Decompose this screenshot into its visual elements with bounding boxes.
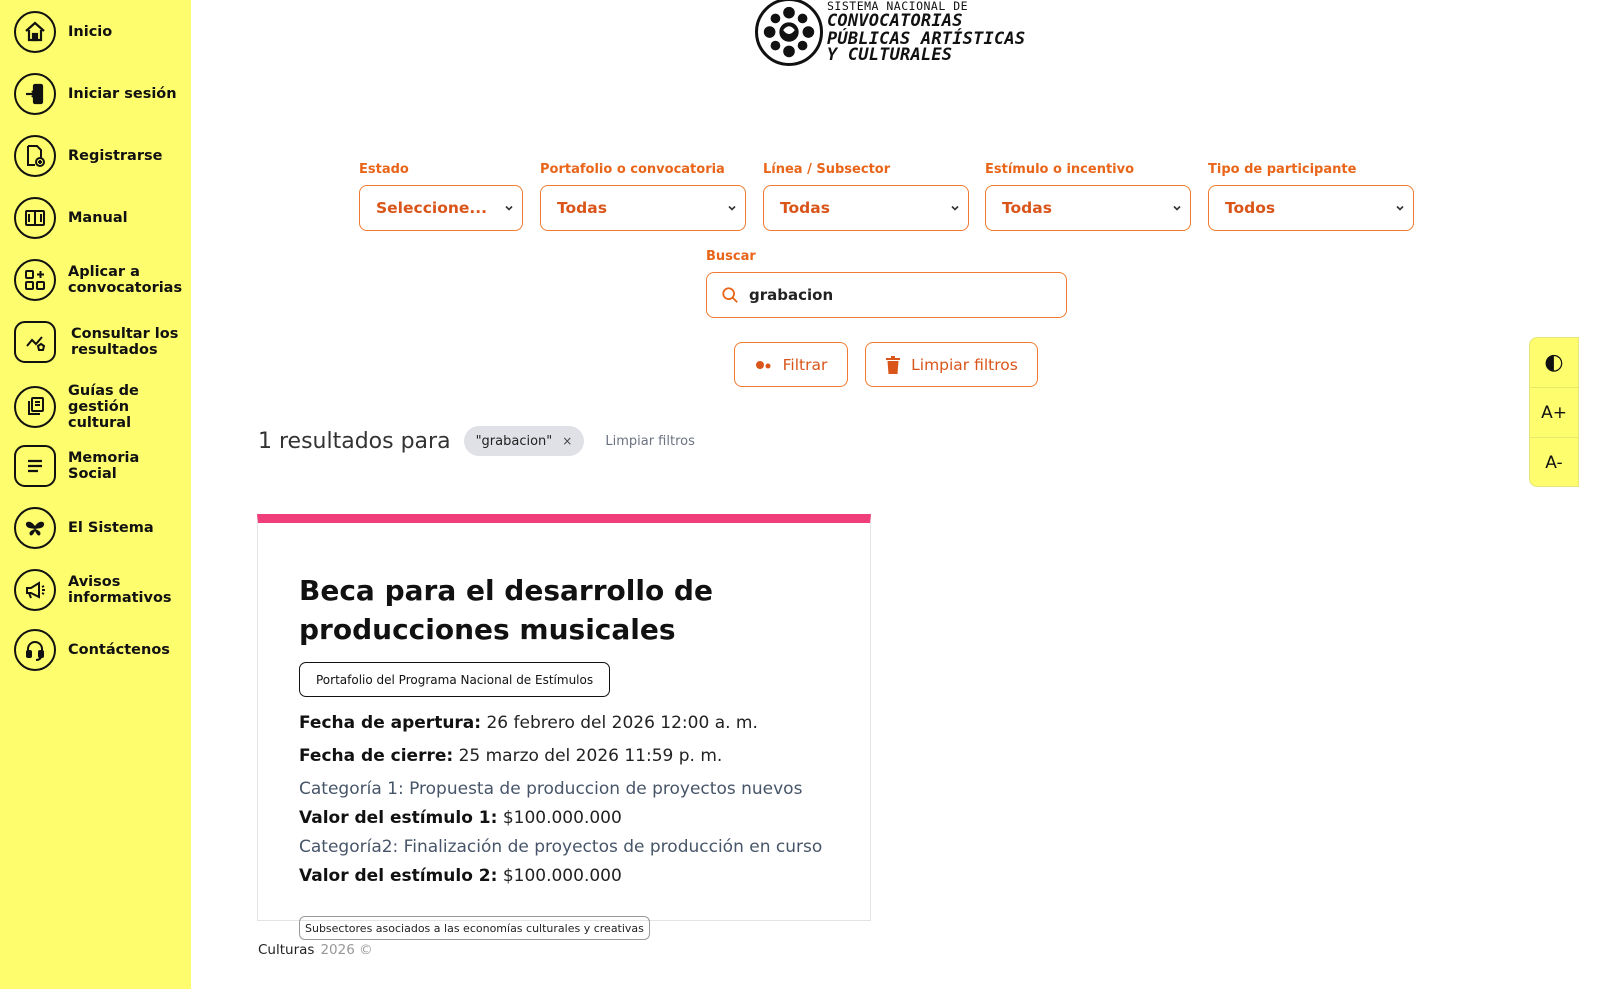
chevron-down-icon (1172, 203, 1182, 213)
sidebar-item-registrarse[interactable] (14, 135, 162, 177)
increase-font-button[interactable]: A+ (1530, 388, 1578, 438)
logo-text (827, 0, 1026, 65)
results-summary (258, 426, 695, 456)
filter-estimulo (985, 162, 1191, 231)
search-input[interactable] (749, 286, 1029, 304)
contrast-icon: ◐ (1544, 350, 1564, 375)
stimulus-value-2-amount: $100.000.000 (502, 866, 622, 886)
tipo-select[interactable] (1208, 185, 1414, 231)
portafolio-select-value: Todas (557, 199, 607, 217)
category-2: Categoría2: Finalización de proyectos de producción en curso (299, 837, 823, 857)
filter-portafolio-label: Portafolio o convocatoria (540, 162, 725, 177)
filter-estimulo-label: Estímulo o incentivo (985, 162, 1135, 177)
card-title[interactable]: Beca para el desarrollo de producciones musicales (299, 574, 713, 646)
footer (258, 942, 373, 958)
estado-select-value: Seleccione... (376, 199, 488, 217)
login-icon (14, 73, 56, 115)
filter-portafolio (540, 162, 746, 231)
sidebar-item-label: Avisos informativos (68, 574, 172, 606)
butterfly-icon (14, 507, 56, 549)
chip-label: "grabacion" (475, 433, 553, 449)
opening-date (299, 713, 758, 733)
search-field[interactable] (706, 272, 1067, 318)
sidebar-item-guias[interactable] (14, 383, 191, 431)
contrast-toggle[interactable] (1530, 338, 1578, 388)
chip-close-icon[interactable]: × (562, 434, 573, 448)
sidebar-item-avisos[interactable] (14, 569, 191, 611)
sidebar-item-label: Contáctenos (68, 642, 170, 658)
opening-date-label: Fecha de apertura: (299, 713, 482, 733)
closing-date-label: Fecha de cierre: (299, 746, 454, 766)
footer-brand: Culturas (258, 942, 315, 958)
closing-date (299, 746, 722, 766)
subsector-tag: Subsectores asociados a las economías culturales y creativas (299, 916, 650, 940)
estado-select[interactable] (359, 185, 523, 231)
clear-filters-button-label: Limpiar filtros (911, 355, 1018, 374)
stimulus-value-1 (299, 808, 622, 828)
guides-icon (14, 386, 56, 428)
logo-line-3: Y CULTURALES (827, 45, 953, 65)
sidebar-item-consultar[interactable] (14, 321, 191, 363)
category-1: Categoría 1: Propuesta de produccion de proyectos nuevos (299, 779, 803, 799)
chevron-down-icon (1395, 203, 1405, 213)
register-document-icon (14, 135, 56, 177)
footer-year: 2026 © (320, 942, 373, 958)
filter-estado (359, 162, 523, 231)
decrease-font-button[interactable]: A- (1545, 453, 1563, 473)
estimulo-select[interactable] (985, 185, 1191, 231)
filter-button[interactable] (734, 342, 848, 387)
book-icon (14, 197, 56, 239)
accessibility-toolbar (1529, 337, 1579, 487)
search-group (706, 249, 1067, 318)
trash-icon (885, 356, 901, 374)
tipo-select-value: Todos (1225, 199, 1276, 217)
estimulo-select-value: Todas (1002, 199, 1052, 217)
apps-plus-icon (14, 259, 56, 301)
sidebar-item-label: Memoria Social (68, 450, 140, 482)
logo-line-1: CONVOCATORIAS (827, 11, 963, 31)
search-label: Buscar (706, 249, 756, 264)
sidebar-item-aplicar[interactable] (14, 259, 191, 301)
filter-dots-icon (755, 359, 773, 371)
opening-date-value: 26 febrero del 2026 12:00 a. m. (486, 713, 758, 733)
megaphone-icon (14, 569, 56, 611)
logo-line-2: PÚBLICAS ARTÍSTICAS (827, 29, 1026, 49)
results-chart-icon (14, 321, 56, 363)
home-icon (14, 11, 56, 53)
stimulus-value-1-label: Valor del estímulo 1: (299, 808, 498, 828)
chevron-down-icon (727, 203, 737, 213)
linea-select[interactable] (763, 185, 969, 231)
linea-select-value: Todas (780, 199, 830, 217)
stimulus-value-2 (299, 866, 622, 886)
sidebar (0, 0, 191, 989)
sidebar-item-el-sistema[interactable] (14, 507, 154, 549)
chevron-down-icon (504, 203, 514, 213)
sidebar-item-contactenos[interactable] (14, 629, 170, 671)
portfolio-tag: Portafolio del Programa Nacional de Estímulos (299, 662, 610, 697)
filter-tipo-label: Tipo de participante (1208, 162, 1357, 177)
search-icon (721, 286, 739, 304)
portafolio-select[interactable] (540, 185, 746, 231)
filter-linea-label: Línea / Subsector (763, 162, 891, 177)
logo-small-text: SISTEMA NACIONAL DE (827, 0, 969, 13)
search-term-chip (464, 426, 585, 456)
sidebar-item-iniciar-sesion[interactable] (14, 73, 177, 115)
sidebar-item-label: Guías de gestión cultural (68, 383, 139, 431)
stimulus-value-1-amount: $100.000.000 (502, 808, 622, 828)
sidebar-item-inicio[interactable] (14, 11, 112, 53)
sidebar-item-manual[interactable] (14, 197, 128, 239)
filter-estado-label: Estado (359, 162, 409, 177)
sidebar-item-label: Manual (68, 210, 128, 226)
results-count: 1 resultados para (258, 428, 451, 454)
sidebar-item-memoria[interactable] (14, 445, 191, 487)
clear-filters-button[interactable] (865, 342, 1038, 387)
closing-date-value: 25 marzo del 2026 11:59 p. m. (458, 746, 723, 766)
sidebar-item-label: El Sistema (68, 520, 154, 536)
chevron-down-icon (950, 203, 960, 213)
sidebar-item-label: Registrarse (68, 148, 163, 164)
filter-button-label: Filtrar (782, 355, 828, 374)
filter-linea (763, 162, 969, 231)
sidebar-item-label: Iniciar sesión (68, 86, 177, 102)
stimulus-value-2-label: Valor del estímulo 2: (299, 866, 498, 886)
site-logo[interactable] (755, 0, 1025, 66)
sidebar-item-label: Aplicar a convocatorias (68, 264, 183, 296)
result-card[interactable] (257, 514, 871, 935)
sidebar-item-label: Consultar los resultados (71, 326, 179, 358)
memory-list-icon (14, 445, 56, 487)
filter-tipo (1208, 162, 1414, 231)
sidebar-item-label: Inicio (68, 24, 113, 40)
clear-filters-link[interactable]: Limpiar filtros (605, 433, 695, 449)
headset-icon (14, 629, 56, 671)
logo-emblem-icon (755, 0, 823, 66)
